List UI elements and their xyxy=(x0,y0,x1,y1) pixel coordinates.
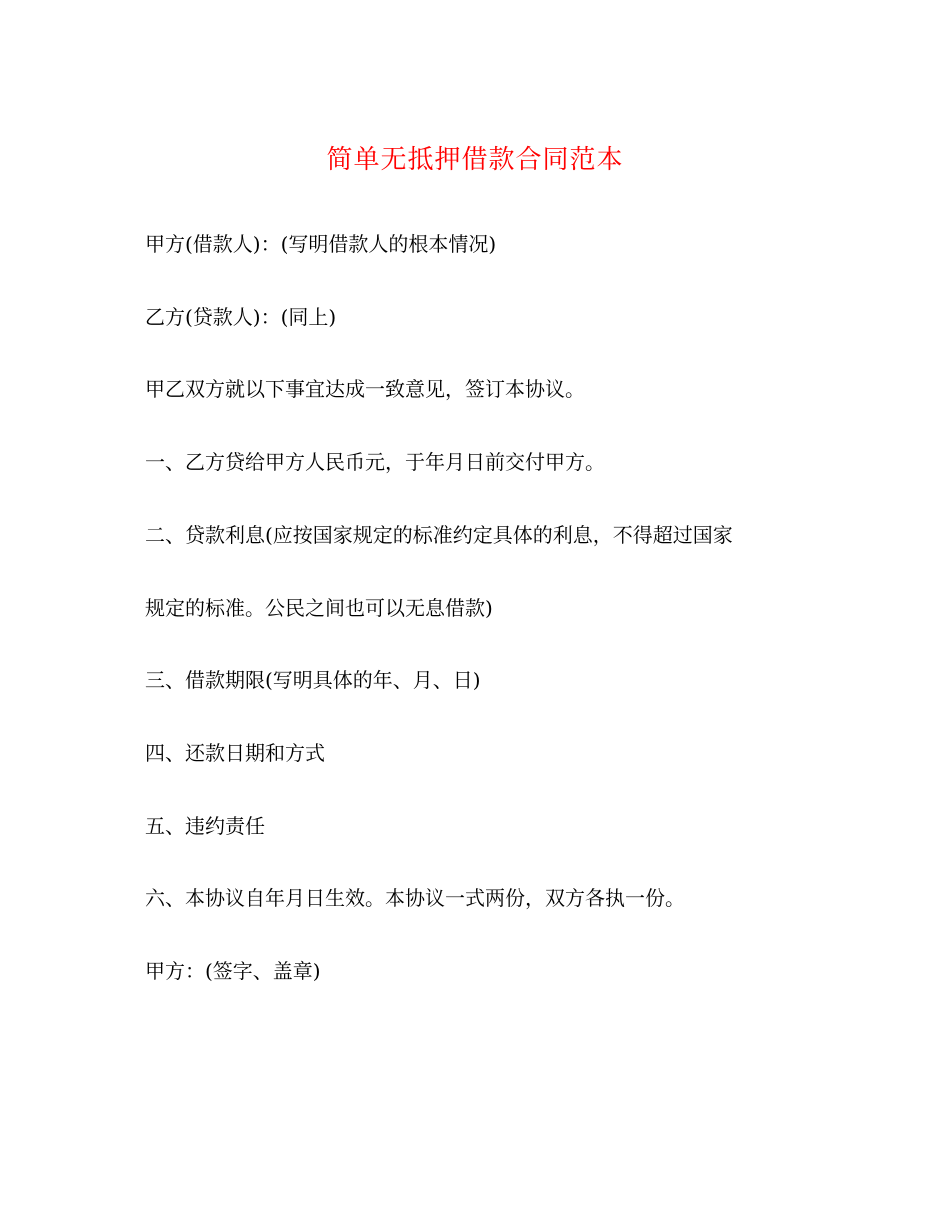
document-title: 简单无抵押借款合同范本 xyxy=(326,145,624,175)
party-a-signature-line: 甲方：(签字、盖章) xyxy=(145,959,321,983)
clause-2-continuation-line: 规定的标准。公民之间也可以无息借款) xyxy=(145,596,493,620)
clause-6-line: 六、本协议自年月日生效。本协议一式两份，双方各执一份。 xyxy=(145,886,685,910)
clause-4-line: 四、还款日期和方式 xyxy=(145,741,325,765)
clause-1-line: 一、乙方贷给甲方人民币元，于年月日前交付甲方。 xyxy=(145,450,605,474)
clause-2-line: 二、贷款利息(应按国家规定的标准约定具体的利息，不得超过国家 xyxy=(145,523,733,547)
clause-5-line: 五、违约责任 xyxy=(145,814,265,838)
party-b-line: 乙方(贷款人)：(同上) xyxy=(145,305,337,329)
clause-3-line: 三、借款期限(写明具体的年、月、日) xyxy=(145,668,481,692)
agreement-intro-line: 甲乙双方就以下事宜达成一致意见，签订本协议。 xyxy=(145,377,585,401)
party-a-line: 甲方(借款人)：(写明借款人的根本情况) xyxy=(145,232,497,256)
